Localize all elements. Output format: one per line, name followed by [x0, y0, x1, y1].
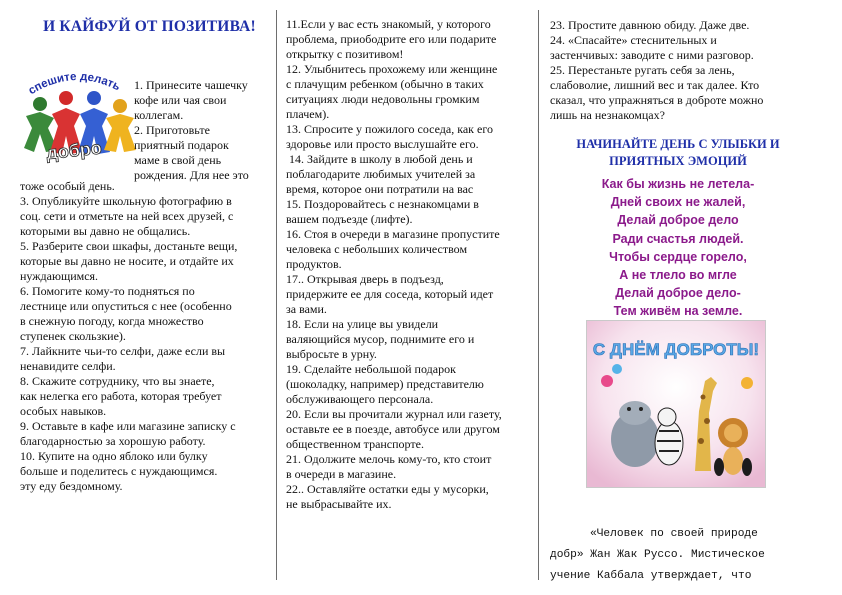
- text-line: 15. Поздоровайтесь с незнакомцами в: [286, 197, 479, 211]
- intro-text: [134, 78, 276, 183]
- text-line: 19. Сделайте небольшой подарок: [286, 362, 456, 376]
- text-line: маме в свой день: [134, 153, 222, 167]
- text-line: больше и поделитесь с нуждающимся.: [20, 464, 218, 478]
- column-1: [10, 0, 272, 595]
- tips-list-1: [20, 179, 280, 494]
- tips-list-2: [286, 17, 532, 512]
- text-line: особых навыков.: [20, 404, 107, 418]
- text-line: человека с небольших количеством: [286, 242, 468, 256]
- text-line: 9. Оставьте в кафе или магазине записку с: [20, 419, 236, 433]
- quote-paragraph: [550, 524, 806, 587]
- text-line: которые вы давно не носите, и отдайте их: [20, 254, 234, 268]
- text-line: 23. Простите давнюю обиду. Даже две.: [550, 18, 750, 32]
- text-line: 2. Приготовьте: [134, 123, 210, 137]
- section-heading: [544, 136, 812, 170]
- text-line: слабоволие, лишний вес и так далее. Кто: [550, 78, 760, 92]
- text-line: 12. Улыбнитесь прохожему или женщине: [286, 62, 498, 76]
- kindness-day-card-image: [586, 320, 766, 488]
- quote-line: «Человек по своей природе: [590, 528, 758, 540]
- text-line: соц. сети и отметьте на ней всех друзей, с: [20, 209, 234, 223]
- svg-text:добро: добро: [45, 137, 103, 164]
- text-line: 21. Одолжите мелочь кому-то, кто стоит: [286, 452, 492, 466]
- quote-line: добр» Жан Жак Руссо. Мистическое: [550, 549, 765, 561]
- text-line: благодарностью за хорошую работу.: [20, 434, 206, 448]
- text-line: продуктов.: [286, 257, 342, 271]
- text-line: 7. Лайкните чьи-то селфи, даже если вы: [20, 344, 226, 358]
- svg-text:спешите делать: спешите делать: [26, 70, 123, 98]
- text-line: 17.. Открывая дверь в подъезд,: [286, 272, 444, 286]
- text-line: кофе или чая свои: [134, 93, 227, 107]
- text-line: выбросьте в урну.: [286, 347, 377, 361]
- poem: [544, 175, 812, 321]
- text-line: придержите ее для соседа, который идет: [286, 287, 494, 301]
- text-line: сказал, что упражняться в доброте можно: [550, 93, 764, 107]
- text-line: плачем).: [286, 107, 330, 121]
- poem-line: Делай доброе дело: [617, 213, 739, 228]
- text-line: ситуациях люди недовольны громким: [286, 92, 480, 106]
- text-line: с плачущим ребенком (обычно в таких: [286, 77, 484, 91]
- text-line: приятный подарок: [134, 138, 229, 152]
- text-line: оставьте ее в поезде, автобусе или другом: [286, 422, 500, 436]
- text-line: здоровье или просто выслушайте его.: [286, 137, 479, 151]
- text-line: лишь на незнакомцах?: [550, 108, 665, 122]
- poem-line: Чтобы сердце горело,: [609, 249, 747, 264]
- poem-line: Тем живём на земле.: [613, 304, 743, 319]
- do-good-logo: [18, 68, 138, 164]
- text-line: 5. Разберите свои шкафы, достаньте вещи,: [20, 239, 238, 253]
- tips-list-3: [550, 18, 806, 123]
- text-line: 20. Если вы прочитали журнал или газету,: [286, 407, 502, 421]
- poem-line: Делай доброе дело-: [615, 286, 741, 301]
- text-line: ненавидите селфи.: [20, 359, 116, 373]
- text-line: застенчивых: заводите с ними разговор.: [550, 48, 754, 62]
- text-line: время, которое они потратили на вас: [286, 182, 474, 196]
- text-line: проблема, приободрите его или подарите: [286, 32, 497, 46]
- text-line: за вами.: [286, 302, 327, 316]
- heading-line: НАЧИНАЙТЕ ДЕНЬ С УЛЫБКИ И: [576, 137, 780, 151]
- text-line: поблагодарите любимых учителей за: [286, 167, 476, 181]
- column-2: [280, 0, 532, 595]
- text-line: открытку с позитивом!: [286, 47, 404, 61]
- text-line: которыми вы давно не общались.: [20, 224, 191, 238]
- text-line: 11.Если у вас есть знакомый, у которого: [286, 17, 491, 31]
- quote-line: учение Каббала утверждает, что: [550, 570, 752, 582]
- text-line: 13. Спросите у пожилого соседа, как его: [286, 122, 493, 136]
- text-line: 10. Купите на одно яблоко или булку: [20, 449, 208, 463]
- text-line: 25. Перестаньте ругать себя за лень,: [550, 63, 735, 77]
- text-line: 14. Зайдите в школу в любой день и: [286, 152, 473, 166]
- text-line: вашем подъезде (лифте).: [286, 212, 413, 226]
- text-line: коллегам.: [134, 108, 184, 122]
- text-line: валяющийся мусор, поднимите его и: [286, 332, 475, 346]
- text-line: 16. Стоя в очереди в магазине пропустите: [286, 227, 500, 241]
- text-line: в снежную погоду, когда множество: [20, 314, 204, 328]
- poem-line: А не тлело во мгле: [619, 268, 737, 283]
- text-line: нуждающимся.: [20, 269, 99, 283]
- text-line: 24. «Спасайте» стеснительных и: [550, 33, 717, 47]
- text-line: не выбрасывайте их.: [286, 497, 392, 511]
- poem-line: Дней своих не жалей,: [610, 195, 746, 210]
- column-divider: [276, 10, 277, 580]
- page-title: И КАЙФУЙ ОТ ПОЗИТИВА!: [43, 18, 256, 35]
- text-line: 18. Если на улице вы увидели: [286, 317, 439, 331]
- text-line: ступенек скользкие).: [20, 329, 126, 343]
- poem-line: Как бы жизнь не летела-: [601, 177, 755, 191]
- text-line: 8. Скажите сотруднику, что вы знаете,: [20, 374, 215, 388]
- text-line: 22.. Оставляйте остатки еды у мусорки,: [286, 482, 489, 496]
- text-line: общественном транспорте.: [286, 437, 424, 451]
- text-line: обслуживающего персонала.: [286, 392, 434, 406]
- text-line: 1. Принесите чашечку: [134, 78, 248, 92]
- text-line: (шоколадку, например) представителю: [286, 377, 484, 391]
- text-line: лестнице или опуститься с нее (особенно: [20, 299, 232, 313]
- text-line: рождения. Для нее это: [134, 168, 249, 182]
- heading-line: ПРИЯТНЫХ ЭМОЦИЙ: [609, 154, 747, 168]
- text-line: в очереди в магазине.: [286, 467, 397, 481]
- svg-text:С ДНЁМ ДОБРОТЫ!: С ДНЁМ ДОБРОТЫ!: [592, 340, 760, 359]
- poem-line: Ради счастья людей.: [612, 231, 744, 246]
- text-line: как нелегка его работа, которая требует: [20, 389, 222, 403]
- column-3: [544, 0, 806, 595]
- column-divider: [538, 10, 539, 580]
- text-line: тоже особый день.: [20, 179, 115, 193]
- text-line: эту еду бездомному.: [20, 479, 123, 493]
- text-line: 6. Помогите кому-то подняться по: [20, 284, 195, 298]
- text-line: 3. Опубликуйте школьную фотографию в: [20, 194, 232, 208]
